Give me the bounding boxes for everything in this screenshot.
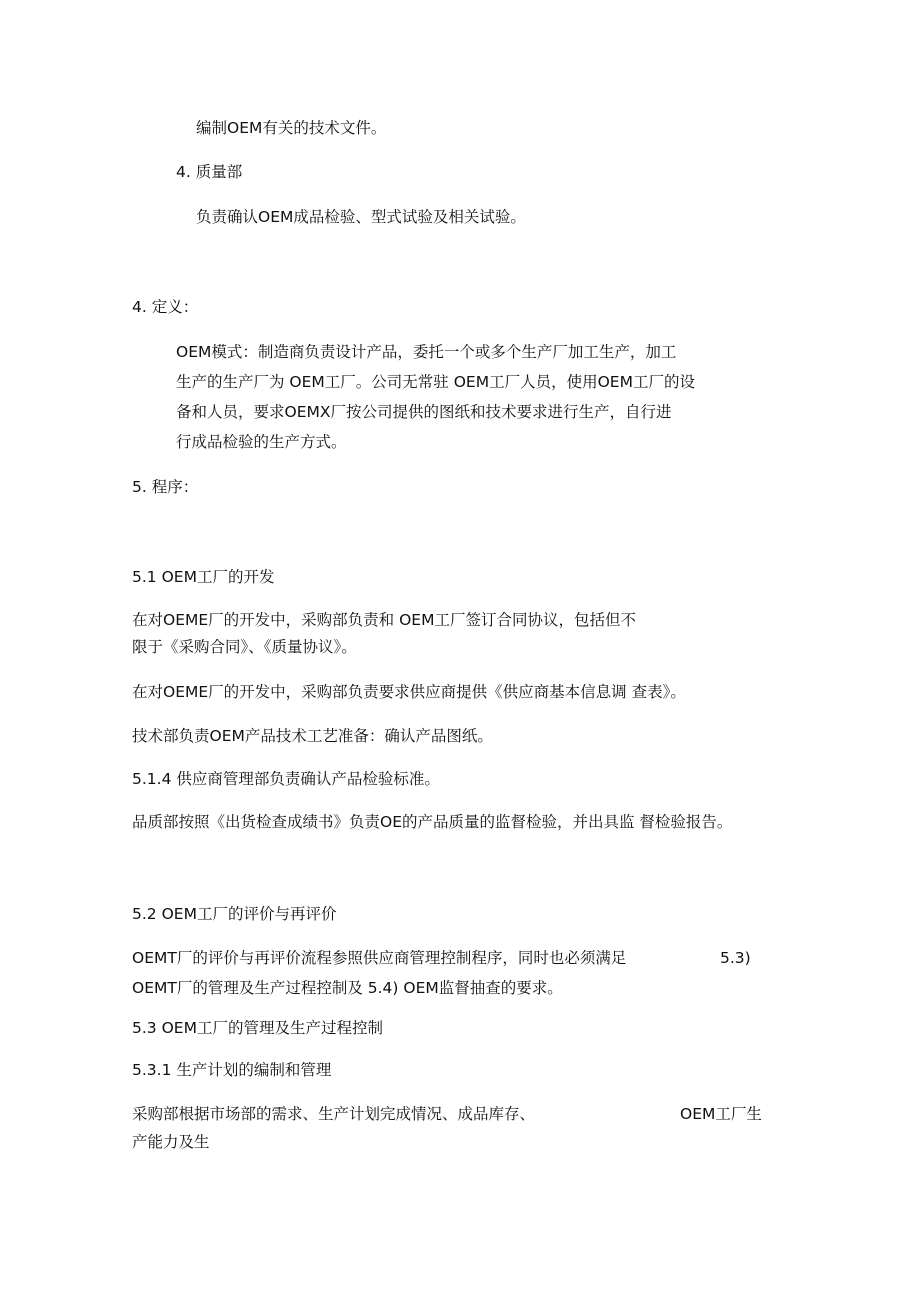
section-heading: 5.3.1 生产计划的编制和管理	[132, 1061, 332, 1079]
definition-line: 行成品检验的生产方式。	[176, 433, 347, 451]
text-line: 在对OEME厂的开发中，采购部负责和 OEM工厂签订合同协议，包括但不	[132, 611, 636, 629]
section-heading: 5.3 OEM工厂的管理及生产过程控制	[132, 1019, 383, 1037]
definition-line: 生产的生产厂为 OEM工厂。公司无常驻 OEM工厂人员，使用OEM工厂的设	[176, 373, 695, 391]
text-line: 负责确认OEM成品检验、型式试验及相关试验。	[196, 208, 526, 226]
section-heading: 5. 程序：	[132, 478, 199, 496]
text-line: 品质部按照《出货检查成绩书》负责OE的产品质量的监督检验，并出具监 督检验报告。	[132, 813, 733, 831]
section-heading: 5.1 OEM工厂的开发	[132, 568, 275, 586]
text-line: 5.1.4 供应商管理部负责确认产品检验标准。	[132, 770, 440, 788]
text-line: 产能力及生	[132, 1133, 210, 1151]
text-line-ref: 5.3)	[720, 949, 751, 967]
section-heading: 4. 质量部	[176, 163, 243, 181]
text-line: 技术部负责OEM产品技术工艺准备：确认产品图纸。	[132, 727, 493, 745]
text-line: OEMT厂的评价与再评价流程参照供应商管理控制程序，同时也必须满足	[132, 949, 627, 967]
text-line: 编制OEM有关的技术文件。	[196, 119, 387, 137]
section-heading: 5.2 OEM工厂的评价与再评价	[132, 905, 337, 923]
text-line: 在对OEME厂的开发中，采购部负责要求供应商提供《供应商基本信息调 查表》。	[132, 683, 686, 701]
text-line: 限于《采购合同》、《质量协议》。	[132, 638, 357, 656]
text-line: OEMT厂的管理及生产过程控制及 5.4) OEM监督抽查的要求。	[132, 979, 563, 997]
section-heading: 4. 定义：	[132, 298, 199, 316]
definition-line: OEM模式：制造商负责设计产品，委托一个或多个生产厂加工生产，加工	[176, 343, 677, 361]
text-line-ref: OEM工厂生	[680, 1105, 762, 1123]
text-line: 采购部根据市场部的需求、生产计划完成情况、成品库存、	[132, 1105, 536, 1123]
definition-line: 备和人员，要求OEMX厂按公司提供的图纸和技术要求进行生产，自行进	[176, 403, 672, 421]
